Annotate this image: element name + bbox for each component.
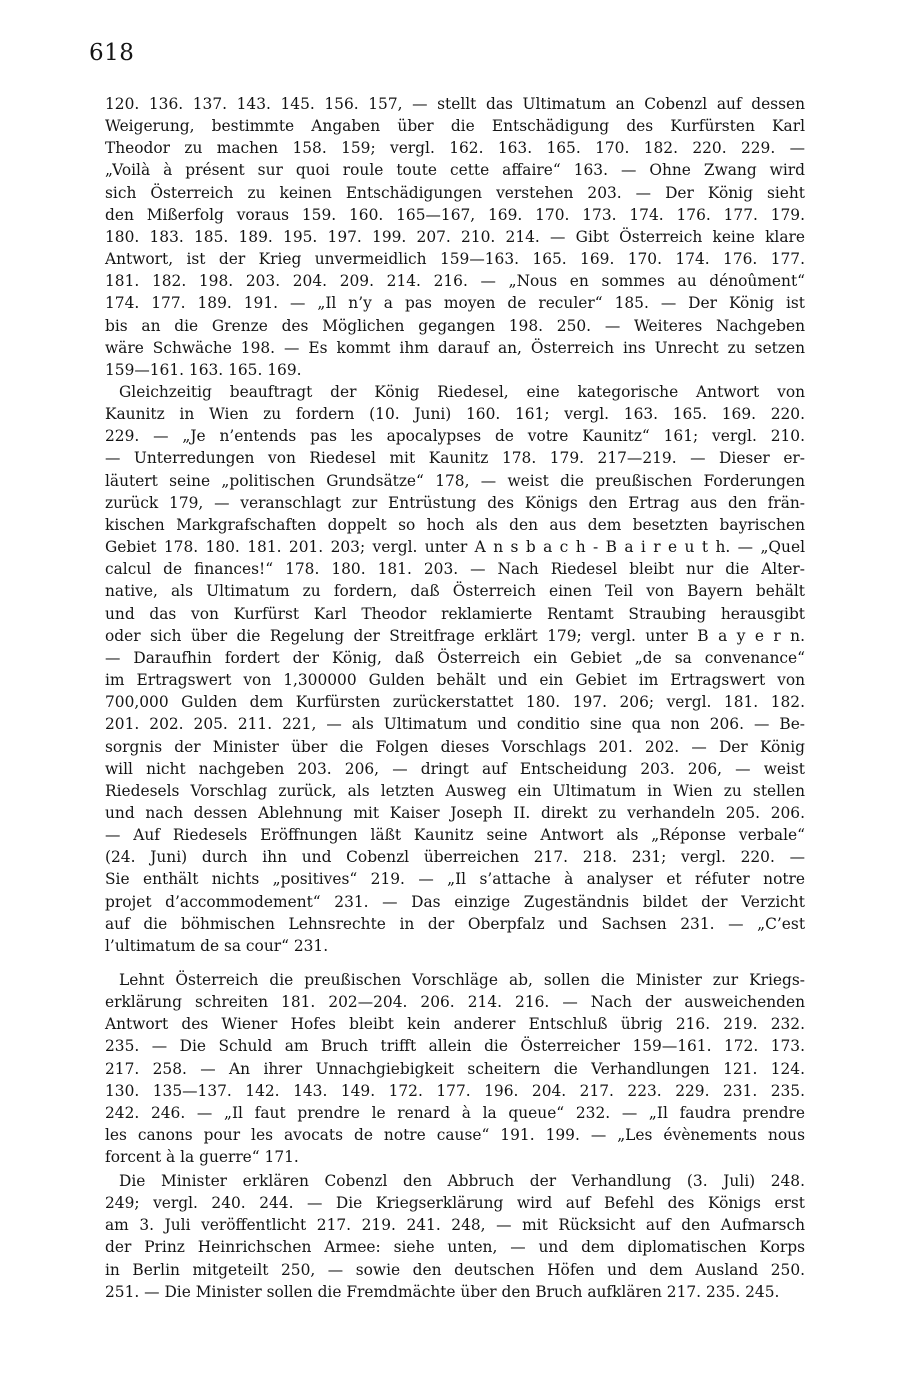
paragraph-kriegserklaerung bbox=[105, 969, 805, 1168]
text-line: Kaunitz in Wien zu fordern (10. Juni) 160. 161; vergl. 163. 165. 169. 220. bbox=[105, 405, 805, 424]
text-line: Antwort des Wiener Hofes bleibt kein anderer Entschluß übrig 216. 219. 232. bbox=[105, 1015, 805, 1034]
text-line: auf die böhmischen Lehnsrechte in der Oberpfalz und Sachsen 231. — „C’est bbox=[105, 914, 805, 933]
text-line: native, als Ultimatum zu fordern, daß Österreich einen Teil von Bayern behält bbox=[105, 582, 805, 601]
text-line: — Unterredungen von Riedesel mit Kaunitz 178. 179. 217—219. — Dieser er- bbox=[105, 449, 805, 468]
text-line: Antwort, ist der Krieg unvermeidlich 159—163. 165. 169. 170. 174. 176. 177. bbox=[105, 250, 805, 269]
text-line: 159—161. 163. 165. 169. bbox=[105, 360, 302, 379]
text-line: 217. 258. — An ihrer Unnachgiebigkeit scheitern die Verhandlungen 121. 124. bbox=[105, 1059, 805, 1078]
text-line: 130. 135—137. 142. 143. 149. 172. 177. 196. 204. 217. 223. 229. 231. 235. bbox=[105, 1081, 805, 1100]
text-line: sich Österreich zu keinen Entschädigungen verstehen 203. — Der König sieht bbox=[105, 183, 805, 202]
text-line: Die Minister erklären Cobenzl den Abbruch der Verhandlung (3. Juli) 248. bbox=[119, 1172, 805, 1190]
text-line: der Prinz Heinrichschen Armee: siehe unten, — und dem diplomatischen Korps bbox=[105, 1238, 805, 1257]
text-line: im Ertragswert von 1,300000 Gulden behält und ein Gebiet im Ertragswert von bbox=[105, 671, 805, 690]
text-line: 201. 202. 205. 211. 221, — als Ultimatum und conditio sine qua non 206. — Be- bbox=[105, 715, 805, 734]
text-line: sorgnis der Minister über die Folgen dieses Vorschlags 201. 202. — Der König bbox=[105, 737, 805, 756]
text-line: bis an die Grenze des Möglichen gegangen 198. 250. — Weiteres Nachgeben bbox=[105, 316, 805, 335]
paragraph-ultimatum bbox=[105, 93, 805, 381]
text-line: den Mißerfolg voraus 159. 160. 165—167, 169. 170. 173. 174. 176. 177. 179. bbox=[105, 205, 805, 224]
text-line: les canons pour les avocats de notre cause“ 191. 199. — „Les évènements nous bbox=[105, 1126, 805, 1145]
text-line: 181. 182. 198. 203. 204. 209. 214. 216. — „Nous en sommes au dénoûment“ bbox=[105, 272, 805, 291]
text-line: oder sich über die Regelung der Streitfrage erklärt 179; vergl. unter B a y e r n. bbox=[105, 626, 805, 645]
text-line: und das von Kurfürst Karl Theodor reklamierte Rentamt Straubing herausgibt bbox=[105, 604, 805, 623]
text-line: 700,000 Gulden dem Kurfürsten zurückerstattet 180. 197. 206; vergl. 181. 182. bbox=[105, 693, 805, 712]
paragraph-riedesel-kaunitz bbox=[105, 381, 805, 957]
page-number: 618 bbox=[89, 40, 135, 66]
text-line: Theodor zu machen 158. 159; vergl. 162. 163. 165. 170. 182. 220. 229. — bbox=[105, 139, 805, 158]
text-line: 249; vergl. 240. 244. — Die Kriegserklärung wird auf Befehl des Königs erst bbox=[105, 1194, 805, 1213]
text-line: 251. — Die Minister sollen die Fremdmächte über den Bruch aufklären 217. 235. 245. bbox=[105, 1282, 780, 1301]
text-line: 235. — Die Schuld am Bruch trifft allein die Österreicher 159—161. 172. 173. bbox=[105, 1037, 805, 1056]
text-line: 120. 136. 137. 143. 145. 156. 157, — stellt das Ultimatum an Cobenzl auf dessen bbox=[105, 95, 805, 113]
text-line: 242. 246. — „Il faut prendre le renard à la queue“ 232. — „Il faudra prendre bbox=[105, 1103, 805, 1122]
text-line: wäre Schwäche 198. — Es kommt ihm darauf an, Österreich ins Unrecht zu setzen bbox=[105, 338, 805, 357]
text-line: Gebiet 178. 180. 181. 201. 203; vergl. unter A n s b a c h - B a i r e u t h. — „Quel bbox=[105, 538, 805, 557]
text-line: forcent à la guerre“ 171. bbox=[105, 1148, 299, 1167]
text-line: 229. — „Je n’entends pas les apocalypses de votre Kaunitz“ 161; vergl. 210. bbox=[105, 427, 805, 446]
text-line: Sie enthält nichts „positives“ 219. — „Il s’attache à analyser et réfuter notre bbox=[105, 870, 805, 889]
text-line: in Berlin mitgeteilt 250, — sowie den deutschen Höfen und dem Ausland 250. bbox=[105, 1260, 805, 1279]
text-line: läutert seine „politischen Grundsätze“ 178, — weist die preußischen Forderungen bbox=[105, 471, 805, 490]
text-line: — Auf Riedesels Eröffnungen läßt Kaunitz seine Antwort als „Réponse verbale“ bbox=[105, 826, 805, 845]
text-line: und nach dessen Ablehnung mit Kaiser Joseph II. direkt zu verhandeln 205. 206. bbox=[105, 803, 805, 822]
text-line: (24. Juni) durch ihn und Cobenzl überreichen 217. 218. 231; vergl. 220. — bbox=[105, 848, 805, 867]
text-line: Gleichzeitig beauftragt der König Riedesel, eine kategorische Antwort von bbox=[119, 383, 805, 401]
text-line: kischen Markgrafschaften doppelt so hoch als den aus dem besetzten bayrischen bbox=[105, 515, 805, 534]
text-line: Riedesels Vorschlag zurück, als letzten Ausweg ein Ultimatum in Wien zu stellen bbox=[105, 781, 805, 800]
text-line: 180. 183. 185. 189. 195. 197. 199. 207. 210. 214. — Gibt Österreich keine klare bbox=[105, 227, 805, 246]
text-line: Lehnt Österreich die preußischen Vorschläge ab, sollen die Minister zur Kriegs- bbox=[119, 971, 805, 989]
paragraph-abbruch-verhandlung bbox=[105, 1170, 805, 1303]
text-line: „Voilà à présent sur quoi roule toute cette affaire“ 163. — Ohne Zwang wird bbox=[105, 161, 805, 180]
text-line: projet d’accommodement“ 231. — Das einzige Zugeständnis bildet der Verzicht bbox=[105, 892, 805, 911]
text-line: zurück 179, — veranschlagt zur Entrüstung des Königs den Ertrag aus den frän- bbox=[105, 493, 805, 512]
text-line: l’ultimatum de sa cour“ 231. bbox=[105, 936, 329, 955]
text-line: will nicht nachgeben 203. 206, — dringt auf Entscheidung 203. 206, — weist bbox=[105, 759, 805, 778]
text-line: am 3. Juli veröffentlicht 217. 219. 241. 248, — mit Rücksicht auf den Aufmarsch bbox=[105, 1216, 805, 1235]
text-line: Weigerung, bestimmte Angaben über die Entschädigung des Kurfürsten Karl bbox=[105, 117, 805, 136]
text-line: — Daraufhin fordert der König, daß Österreich ein Gebiet „de sa convenance“ bbox=[105, 648, 805, 667]
text-line: 174. 177. 189. 191. — „Il n’y a pas moyen de reculer“ 185. — Der König ist bbox=[105, 294, 805, 313]
text-line: erklärung schreiten 181. 202—204. 206. 214. 216. — Nach der ausweichenden bbox=[105, 993, 805, 1012]
text-line: calcul de finances!“ 178. 180. 181. 203. — Nach Riedesel bleibt nur die Alter- bbox=[105, 560, 805, 579]
